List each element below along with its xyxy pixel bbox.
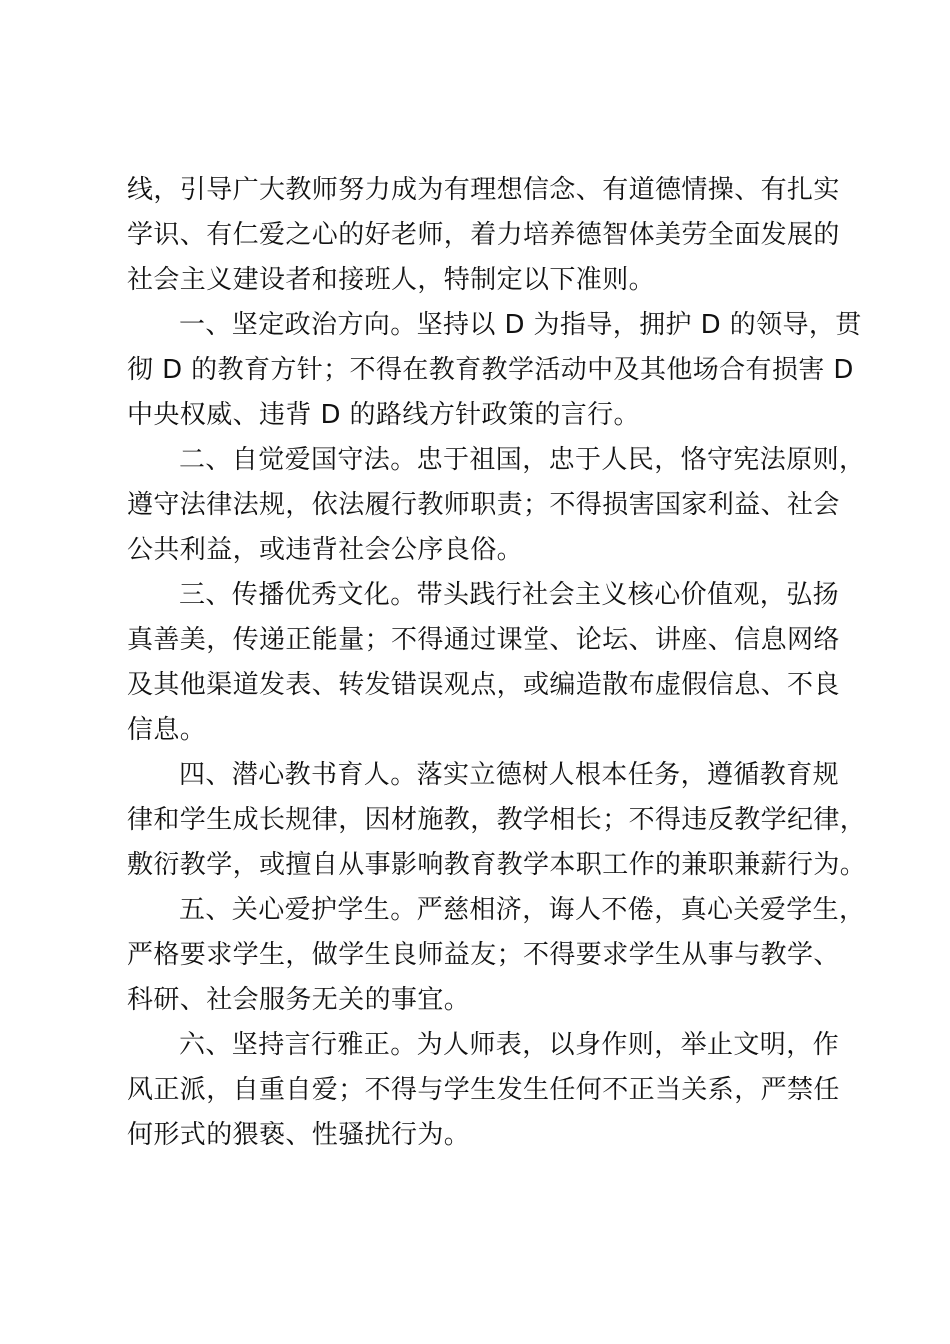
text-line: 科研、社会服务无关的事宜。 [127,985,471,1015]
paragraph-principle-3 [127,573,840,753]
text-line: 何形式的猥亵、性骚扰行为。 [127,1120,471,1150]
paragraph-principle-1 [127,303,862,438]
paragraph-principle-5 [127,888,866,1023]
text-line: 信息。 [127,715,207,745]
text-line: 二、自觉爱国守法。忠于祖国，忠于人民，恪守宪法原则， [179,445,866,475]
text-line: 风正派，自重自爱；不得与学生发生任何不正当关系，严禁任 [127,1075,840,1105]
text-line: 严格要求学生，做学生良师益友；不得要求学生从事与教学、 [127,940,840,970]
text-line: 三、传播优秀文化。带头践行社会主义核心价值观，弘扬 [179,580,840,610]
text-line: 中央权威、违背 D 的路线方针政策的言行。 [127,400,640,430]
paragraph-principle-2 [127,438,866,573]
text-line: 五、关心爱护学生。严慈相济，诲人不倦，真心关爱学生， [179,895,866,925]
text-line: 线，引导广大教师努力成为有理想信念、有道德情操、有扎实 [127,175,840,205]
text-line: 遵守法律法规，依法履行教师职责；不得损害国家利益、社会 [127,490,840,520]
text-line: 敷衍教学，或擅自从事影响教育教学本职工作的兼职兼薪行为。 [127,850,867,880]
text-line: 真善美，传递正能量；不得通过课堂、论坛、讲座、信息网络 [127,625,840,655]
text-line: 律和学生成长规律，因材施教，教学相长；不得违反教学纪律， [127,805,867,835]
paragraph-intro-continuation [127,168,840,303]
text-line: 四、潜心教书育人。落实立德树人根本任务，遵循教育规 [179,760,840,790]
paragraph-principle-6 [127,1023,840,1158]
text-line: 一、坚定政治方向。坚持以 D 为指导，拥护 D 的领导，贯 [179,310,862,340]
text-line: 彻 D 的教育方针；不得在教育教学活动中及其他场合有损害 D [127,355,854,385]
paragraph-principle-4 [127,753,867,888]
document-body [127,168,867,1158]
text-line: 及其他渠道发表、转发错误观点，或编造散布虚假信息、不良 [127,670,840,700]
text-line: 公共利益，或违背社会公序良俗。 [127,535,524,565]
text-line: 社会主义建设者和接班人，特制定以下准则。 [127,265,656,295]
text-line: 学识、有仁爱之心的好老师，着力培养德智体美劳全面发展的 [127,220,840,250]
text-line: 六、坚持言行雅正。为人师表，以身作则，举止文明，作 [179,1030,840,1060]
